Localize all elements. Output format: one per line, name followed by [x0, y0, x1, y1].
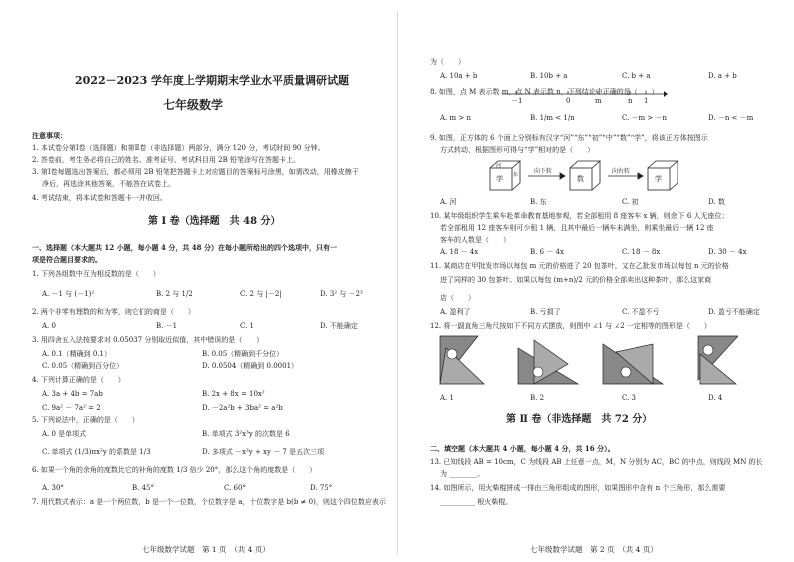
q10-option-b: B. 6 － 4x	[530, 248, 564, 256]
exam-title: 2022－2023 学年度上学期期末学业水平质量调研试题	[75, 74, 350, 87]
part2-heading: 第 Ⅱ 卷（非选择题 共 72 分）	[506, 414, 653, 425]
q7-option-c: C. b + a	[622, 72, 651, 80]
q11-option-b: B. 亏损了	[530, 308, 561, 316]
notice-item: 1. 本试卷分第Ⅰ卷（选择题）和第Ⅱ卷（非选择题）两部分，满分 120 分，考试时间 90 分钟。	[32, 144, 325, 152]
question-2: 2. 两个非零有理数的和为零，则它们的商是（ ）	[32, 308, 195, 316]
q2-option-d: D. 不能确定	[320, 322, 358, 330]
q4-option-c: C. 9a² － 7a² = 2	[42, 404, 101, 412]
page-footer: 七年级数学试题 第 1 页 （共 4 页）	[142, 545, 270, 554]
q8-option-b: B. 1/m < 1/n	[530, 114, 575, 122]
cube1-top-face: 河	[496, 163, 502, 169]
q9-option-a: A. 河	[440, 198, 457, 206]
q5-option-d: D. 多项式 －x²y + xy － 7 是五次三项	[202, 448, 325, 456]
question-13: 13. 已知线段 AB = 10cm，C 为线段 AB 上任意一点，M，N 分别为 AC，BC 的中点，则线段 MN 的长	[430, 458, 763, 466]
notice-heading: 注意事项：	[32, 131, 67, 140]
q2-option-a: A. 0	[42, 322, 56, 330]
notice-item: 2. 答卷前，考生务必将自己的姓名、准考证号、考试科目用 2B 铅笔涂写在答题卡上。	[32, 156, 300, 164]
q2-option-c: C. 1	[240, 322, 255, 330]
q1-option-a: A. －1 与 (－1)²	[42, 290, 95, 298]
q12-option-b: B. 2	[530, 394, 545, 402]
q11-option-c: C. 不盈不亏	[622, 308, 660, 316]
q10-option-d: D. 30 － 4x	[708, 248, 747, 256]
q7-option-a: A. 10a + b	[440, 72, 478, 80]
part1-heading: 第 Ⅰ 卷（选择题 共 48 分）	[148, 216, 281, 227]
q7-continuation: 为（ ）	[430, 58, 465, 66]
question-14: 14. 如图所示，用火柴棍拼成一排由三角形组成的图形，如果图形中含有 n 个三角形，那么需要	[430, 484, 726, 492]
q7-option-d: D. a + b	[708, 72, 737, 80]
question-1: 1. 下列各组数中互为相反数的是（ ）	[32, 270, 160, 278]
q3-option-b: B. 0.05（精确到千分位）	[202, 350, 284, 358]
cube3-front-face: 学	[655, 175, 662, 183]
q11-option-d: D. 盈亏不能确定	[708, 308, 760, 316]
section2-heading: 二、填空题（本大题共 4 小题，每小题 4 分，共 16 分）。	[430, 444, 615, 453]
page-divider	[397, 10, 398, 555]
question-9: 9. 如图，正方体的 6 个面上分别标有汉字“河”“东”“初”“中”“数”“学”，将该正方体按图示	[430, 134, 708, 142]
question-6: 6. 如果一个角的余角的度数比它的补角的度数 1/3 倍少 20°，那么这个角的度数是（ ）	[32, 466, 317, 474]
rotate-down-label: 向下转	[534, 168, 553, 175]
q10-option-c: C. 18 － 8x	[622, 248, 661, 256]
q1-option-b: B. 2 与 1/2	[156, 290, 193, 298]
left-page	[20, 0, 390, 562]
q1-option-d: D. 3² 与 －2³	[320, 290, 363, 298]
q6-option-a: A. 30°	[42, 484, 64, 492]
q4-option-d: D. －2a²b + 3ba² = a²b	[202, 404, 283, 412]
q1-option-c: C. 2 与 |－2|	[240, 290, 282, 298]
question-3: 3. 用四舍五入法按要求对 0.05037 分别取近似值，其中错误的是（ ）	[32, 336, 264, 344]
q12-option-d: D. 4	[708, 394, 723, 402]
question-9-cont: 方式转动，根据图形可得与“学”相对的是（ ）	[440, 146, 595, 154]
question-13-cont: 为 ________。	[440, 470, 485, 478]
q3-option-d: D. 0.0504（精确到 0.0001）	[202, 362, 299, 370]
question-8: 8. 如图，点 M 表示数 m，点 N 表示数 n，下列结论中正确的是（ ）	[430, 88, 659, 96]
q9-option-d: D. 数	[708, 198, 725, 206]
q9-option-c: C. 初	[622, 198, 639, 206]
question-5: 5. 下列说法中，正确的是（ ）	[32, 416, 139, 424]
q6-option-c: C. 60°	[224, 484, 246, 492]
q4-option-b: B. 2x + 8x = 10x²	[202, 390, 265, 398]
question-10-cont2: 客车的人数是（ ）	[440, 236, 510, 244]
section1-heading: 一、选择题（本大题共 12 小题，每小题 4 分，共 48 分）在每小题所给出的四个选项中，只有一	[32, 243, 337, 252]
question-11-cont2: 店（ ）	[440, 294, 475, 302]
cube-rotation-figure	[488, 158, 678, 196]
q6-option-b: B. 45°	[132, 484, 155, 492]
numline-label-m: m	[595, 97, 602, 105]
q12-option-c: C. 3	[622, 394, 637, 402]
q8-option-c: C. －m > －n	[622, 114, 668, 122]
q5-option-b: B. 单项式 3²x³y 的次数是 6	[202, 430, 290, 438]
question-7: 7. 用代数式表示：a 是一个两位数，b 是一个一位数，个位数字是 a，十位数字是 b(b ≠ 0)，则这个四位数应表示	[32, 498, 386, 506]
q11-option-a: A. 盈利了	[440, 308, 471, 316]
q4-option-a: A. 3a + 4b = 7ab	[42, 390, 103, 398]
q3-option-a: A. 0.1（精确到 0.1）	[42, 350, 111, 358]
question-10: 10. 某年级组织学生乘车赴革命教育基地参观，若全部租用 8 座客车 x 辆，则余下 6 人无座位；	[430, 212, 729, 220]
rotate-right-label: 向右转	[612, 168, 631, 175]
page-footer: 七年级数学试题 第 2 页 （共 4 页）	[530, 545, 658, 554]
numline-label-one: 1	[644, 97, 649, 105]
exam-subtitle: 七年级数学	[163, 98, 224, 112]
q7-option-b: B. 10b + a	[530, 72, 568, 80]
q6-option-d: D. 75°	[310, 484, 333, 492]
question-11-cont: 进了同样的 30 包茶叶。如果以每包 (m+n)/2 元的价格全部卖出这种茶叶，那么这家商	[440, 276, 712, 284]
notice-item: 3. 第Ⅰ卷每题选出答案后，都必须用 2B 铅笔把答题卡上对应题目的答案标号涂黑，如需改动，用橡皮擦干	[32, 168, 359, 176]
q9-option-b: B. 东	[530, 198, 547, 206]
numline-label-n: n	[628, 97, 633, 105]
notice-item: 4. 考试结束，将本试卷和答题卡一并收回。	[32, 194, 167, 202]
numline-label-minus-one: －1	[511, 97, 523, 105]
question-10-cont: 若全部租用 12 座客车则可少租 1 辆，且其中最后一辆车未满坐，则乘坐最后一辆 12 座	[440, 224, 714, 232]
notice-item: 净后，再选涂其他答案，不能答在试卷上。	[42, 180, 175, 188]
q8-option-a: A. m > n	[440, 114, 471, 122]
cube2-front-face: 数	[577, 175, 584, 183]
number-line-figure	[498, 86, 668, 108]
q2-option-b: B. －1	[156, 322, 178, 330]
numline-label-zero: 0	[566, 97, 571, 105]
q12-option-a: A. 1	[440, 394, 454, 402]
q5-option-c: C. 单项式 (1/3)πx²y 的系数是 1/3	[42, 448, 151, 456]
right-page	[418, 0, 788, 562]
cube1-side-face: 东	[513, 172, 519, 178]
question-11: 11. 某商店在甲批发市场以每包 m 元的价格进了 20 包茶叶，又在乙批发市场以每包 n 元的价格	[430, 262, 729, 270]
section1-heading-cont: 项是符合题目要求的。	[32, 255, 102, 264]
question-14-cont: __________ 根火柴棍。	[440, 498, 513, 506]
question-12: 12. 将一副直角三角尺按如下不同方式摆放，则图中 ∠1 与 ∠2 一定相等的图形是（ ）	[430, 322, 711, 330]
q10-option-a: A. 18 － 4x	[440, 248, 479, 256]
question-4: 4. 下列计算正确的是（ ）	[32, 376, 125, 384]
cube1-front-face: 学	[496, 175, 503, 183]
q5-option-a: A. 0 是单项式	[42, 430, 87, 438]
q8-option-d: D. －n < －m	[708, 114, 754, 122]
set-square-figures	[438, 334, 738, 390]
q3-option-c: C. 0.05（精确到百分位）	[42, 362, 124, 370]
